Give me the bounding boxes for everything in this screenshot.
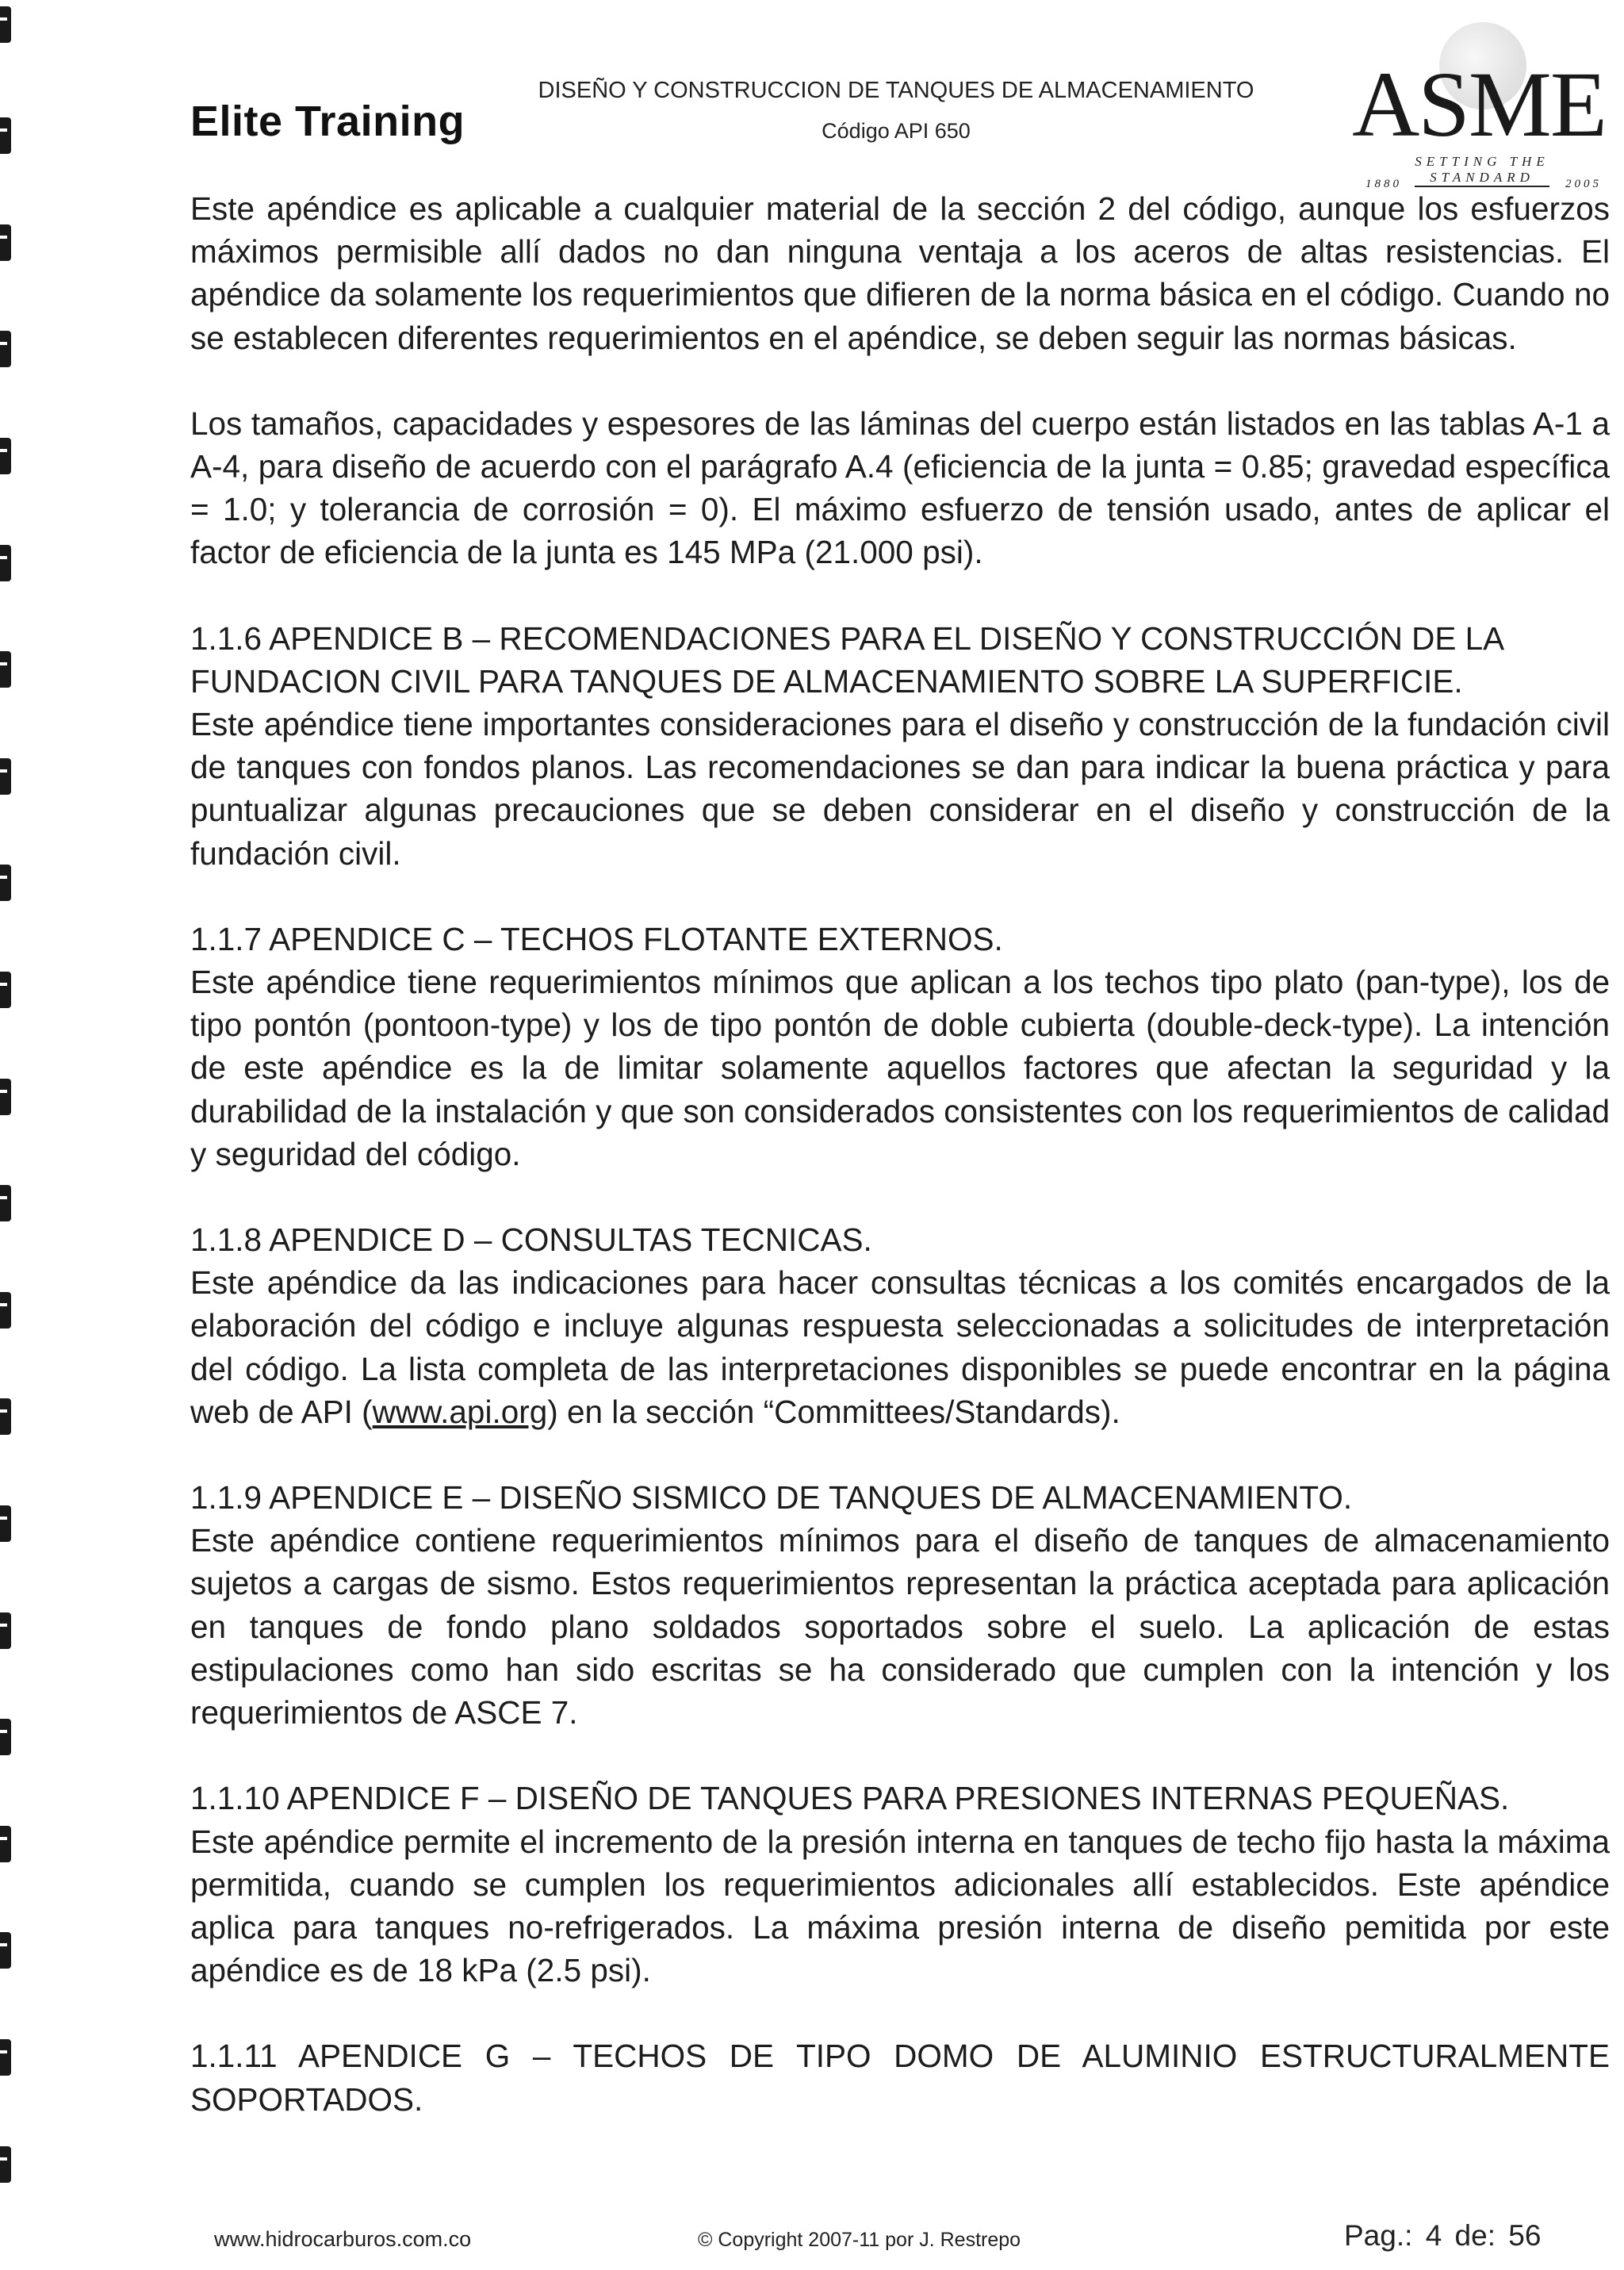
- section-text-part: ) en la sección “Committees/Standards).: [547, 1393, 1120, 1430]
- section-heading: 1.1.7 APENDICE C – TECHOS FLOTANTE EXTERNOS.: [190, 920, 1003, 957]
- section-text: Este apéndice permite el incremento de la presión interna en tanques de techo fijo hasta la máxima permitida, cuando se cumplen los requerimientos adicionales allí establecidos. Este apéndice aplica para tanques no-refrigerados. La máxima presión interna de diseño pemitida por este apéndice es de 18 kPa (2.5 psi).: [190, 1823, 1610, 1989]
- asme-logo: [1348, 22, 1610, 213]
- binding-hole: [0, 865, 11, 901]
- page-number: 4: [1425, 2219, 1442, 2252]
- binding-hole: [0, 1826, 11, 1862]
- section-text: Este apéndice contiene requerimientos mínimos para el diseño de tanques de almacenamiento sujetos a cargas de sismo. Estos requerimientos representan la práctica aceptada para aplicación en tanques de fondo plano soldados soportados sobre el suelo. La aplicación de estas estipulaciones como han sido escritas se ha considerado que cumplen con la intención y los requerimientos de ASCE 7.: [190, 1522, 1610, 1731]
- logo-text: ASME: [1352, 52, 1606, 156]
- brand-name: Elite Training: [190, 98, 465, 145]
- section-text-part: Este apéndice da las indicaciones para hacer consultas técnicas a los comités encargados de la elaboración del código e incluye algunas respuesta seleccionadas a solicitudes de interpretación del código. La lista completa de las interpretaciones disponibles se puede encontrar en la página web de API (: [190, 1264, 1610, 1430]
- logo-tagline: SETTING THE STANDARD: [1415, 154, 1549, 185]
- binding-hole: [0, 1398, 11, 1435]
- of-label: de:: [1454, 2219, 1496, 2252]
- section-text: Este apéndice tiene requerimientos mínimos que aplican a los techos tipo plato (pan-type), los de tipo pontón (pontoon-type) y los de tipo pontón de doble cubierta (double-deck-type). La intención de este apéndice es la de limitar solamente aquellos factores que afectan la seguridad y la durabilidad de la instalación y que son considerados consistentes con los requerimientos de calidad y seguridad del código.: [190, 964, 1610, 1172]
- binding-hole: [0, 1079, 11, 1115]
- api-link[interactable]: www.api.org: [372, 1393, 548, 1430]
- paragraph: Este apéndice es aplicable a cualquier material de la sección 2 del código, aunque los esfuerzos máximos permisible allí dados no dan ninguna ventaja a los aceros de altas resistencias. El apéndice da solamente los requerimientos que difieren de la norma básica en el código. Cuando no se establecen diferentes requerimientos en el apéndice, se deben seguir las normas básicas.: [190, 190, 1610, 356]
- document-subtitle: Código API 650: [822, 119, 971, 143]
- section-heading: 1.1.6 APENDICE B – RECOMENDACIONES PARA EL DISEÑO Y CONSTRUCCIÓN DE LA FUNDACION CIVIL PARA TANQUES DE ALMACENAMIENTO SOBRE LA SUPERFICIE.: [190, 619, 1503, 700]
- binding-hole: [0, 1932, 11, 1969]
- page-label: Pag.:: [1344, 2219, 1413, 2252]
- paragraph: Los tamaños, capacidades y espesores de las láminas del cuerpo están listados en las tablas A-1 a A-4, para diseño de acuerdo con el parágrafo A.4 (eficiencia de la junta = 0.85; gravedad específica = 1.0; y tolerancia de corrosión = 0). El máximo esfuerzo de tensión usado, antes de aplicar el factor de eficiencia de la junta es 145 MPa (21.000 psi).: [190, 405, 1610, 571]
- section-heading: 1.1.9 APENDICE E – DISEÑO SISMICO DE TANQUES DE ALMACENAMIENTO.: [190, 1479, 1353, 1517]
- footer-copyright: © Copyright 2007-11 por J. Restrepo: [698, 2229, 1021, 2251]
- footer-website: www.hidrocarburos.com.co: [214, 2227, 472, 2251]
- logo-year-start: 1880: [1365, 178, 1402, 190]
- binding-hole: [0, 2039, 11, 2076]
- binding-hole: [0, 438, 11, 474]
- page-header: [0, 0, 1624, 206]
- section-heading: 1.1.11 APENDICE G – TECHOS DE TIPO DOMO DE ALUMINIO ESTRUCTURALMENTE SOPORTADOS.: [190, 2038, 1610, 2118]
- binding-hole: [0, 224, 11, 261]
- logo-year-end: 2005: [1565, 178, 1602, 190]
- binding-hole: [0, 1719, 11, 1755]
- spiral-binding: [0, 0, 17, 2270]
- binding-hole: [0, 1185, 11, 1221]
- document-title: DISEÑO Y CONSTRUCCION DE TANQUES DE ALMACENAMIENTO: [538, 78, 1254, 103]
- page-content: [190, 187, 1610, 2121]
- section-text: [190, 1261, 1610, 1433]
- binding-hole: [0, 331, 11, 367]
- section-text: Este apéndice tiene importantes consideraciones para el diseño y construcción de la fundación civil de tanques con fondos planos. Las recomendaciones se dan para indicar la buena práctica y para puntualizar algunas precauciones que se deben considerar en el diseño y construcción de la fundación civil.: [190, 706, 1610, 872]
- binding-hole: [0, 972, 11, 1008]
- section-heading: 1.1.10 APENDICE F – DISEÑO DE TANQUES PARA PRESIONES INTERNAS PEQUEÑAS.: [190, 1780, 1510, 1817]
- total-pages: 56: [1508, 2219, 1542, 2252]
- binding-hole: [0, 2146, 11, 2183]
- binding-hole: [0, 545, 11, 581]
- binding-hole: [0, 651, 11, 688]
- binding-hole: [0, 758, 11, 795]
- section-heading: 1.1.8 APENDICE D – CONSULTAS TECNICAS.: [190, 1221, 872, 1259]
- binding-hole: [0, 1612, 11, 1649]
- binding-hole: [0, 1292, 11, 1329]
- page-indicator: [1344, 2219, 1541, 2253]
- page-footer: [0, 2213, 1624, 2260]
- binding-hole: [0, 1505, 11, 1542]
